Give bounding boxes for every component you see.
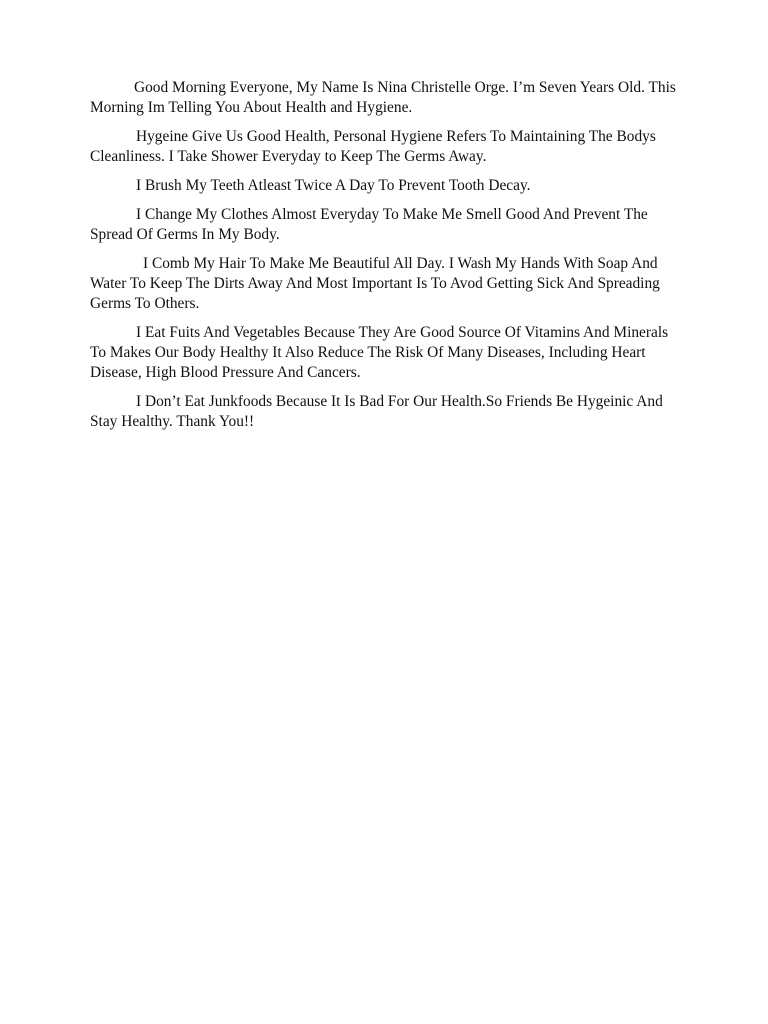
paragraph-introduction: Good Morning Everyone, My Name Is Nina Christelle Orge. I’m Seven Years Old. This Morning Im Telling You About Health and Hygiene. <box>90 79 676 116</box>
paragraph-hygiene-definition: Hygeine Give Us Good Health, Personal Hygiene Refers To Maintaining The Bodys Cleanliness. I Take Shower Everyday to Keep The Germs Away. <box>90 128 656 165</box>
paragraph-teeth: I Brush My Teeth Atleast Twice A Day To Prevent Tooth Decay. <box>136 177 531 194</box>
document-body <box>90 78 680 441</box>
paragraph-clothes: I Change My Clothes Almost Everyday To Make Me Smell Good And Prevent The Spread Of Germs In My Body. <box>90 206 648 243</box>
paragraph-hair-hands: I Comb My Hair To Make Me Beautiful All Day. I Wash My Hands With Soap And Water To Keep The Dirts Away And Most Important Is To Avod Getting Sick And Spreading Germs To Others. <box>90 255 660 312</box>
paragraph-closing: I Don’t Eat Junkfoods Because It Is Bad For Our Health.So Friends Be Hygeinic And Stay Healthy. Thank You!! <box>90 393 663 430</box>
paragraph-fruits-vegetables: I Eat Fuits And Vegetables Because They Are Good Source Of Vitamins And Minerals To Makes Our Body Healthy It Also Reduce The Risk Of Many Diseases, Including Heart Disease, High Blood Pressure And Cancers. <box>90 324 669 381</box>
